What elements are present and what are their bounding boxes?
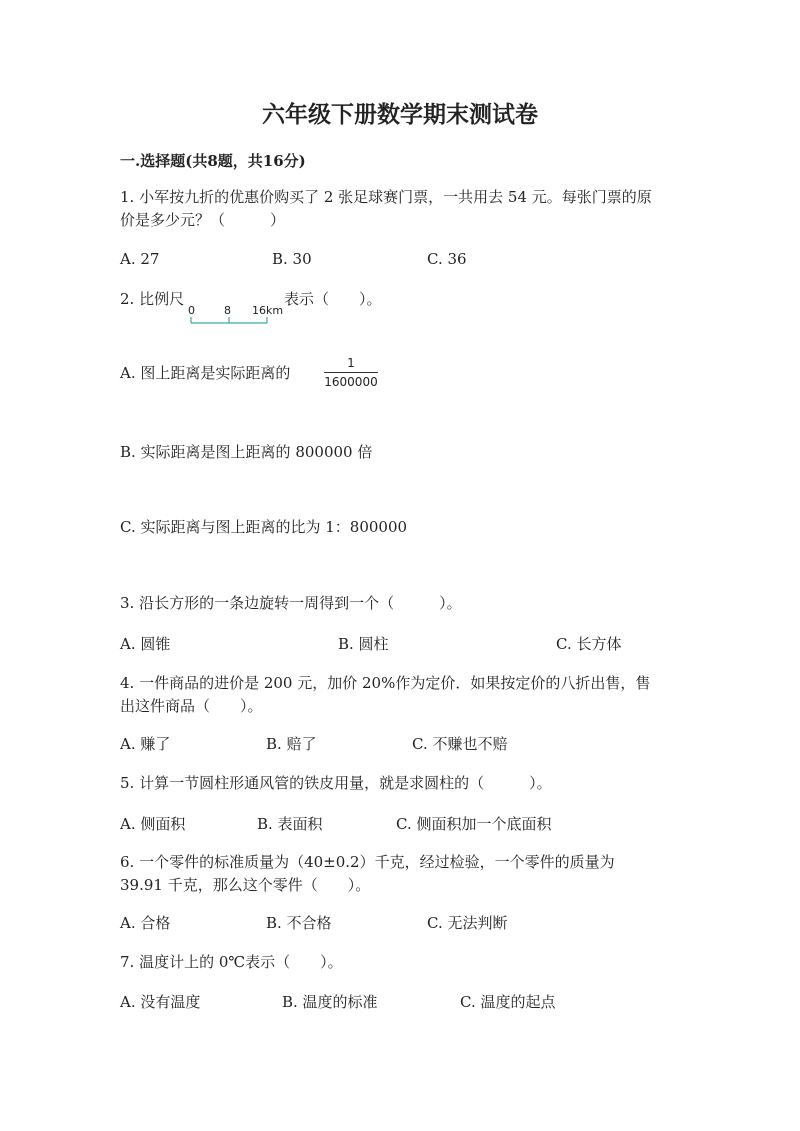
q5-option-c: C. 侧面积加一个底面积	[396, 815, 552, 833]
q5-option-a: A. 侧面积	[120, 815, 186, 833]
scale-bar-graphic	[186, 302, 286, 328]
q6-option-b: B. 不合格	[266, 914, 332, 932]
question-6-line-1: 6. 一个零件的标准质量为（40±0.2）千克，经过检验，一个零件的质量为	[120, 853, 615, 871]
question-4	[120, 672, 650, 718]
q3-option-c: C. 长方体	[556, 635, 622, 653]
fraction-numerator: 1	[347, 356, 355, 370]
fraction-bar	[324, 372, 378, 373]
q6-option-c: C. 无法判断	[427, 914, 508, 932]
question-2-stem-before: 2. 比例尺	[120, 290, 185, 308]
q2-option-a: A. 图上距离是实际距离的	[120, 364, 291, 382]
q4-option-c: C. 不赚也不赔	[412, 735, 508, 753]
q2-option-c: C. 实际距离与图上距离的比为 1：800000	[120, 518, 408, 536]
question-1-line-1: 1. 小军按九折的优惠价购买了 2 张足球赛门票，一共用去 54 元。每张门票的原	[120, 188, 652, 206]
q7-option-b: B. 温度的标准	[282, 993, 378, 1011]
q5-option-b: B. 表面积	[257, 815, 323, 833]
question-1-line-2: 价是多少元？（ ）	[120, 211, 286, 229]
q2-option-b: B. 实际距离是图上距离的 800000 倍	[120, 443, 373, 461]
q2-fraction	[324, 355, 378, 390]
q1-option-b: B. 30	[272, 250, 312, 268]
fraction-denominator: 1600000	[324, 375, 378, 389]
q7-option-c: C. 温度的起点	[460, 993, 556, 1011]
question-6-line-2: 39.91 千克，那么这个零件（ ）。	[120, 876, 371, 894]
question-3: 3. 沿长方形的一条边旋转一周得到一个（ ）。	[120, 594, 462, 612]
section-heading: 一.选择题(共8题，共16分)	[120, 152, 306, 170]
question-5: 5. 计算一节圆柱形通风管的铁皮用量，就是求圆柱的（ ）。	[120, 774, 552, 792]
q7-option-a: A. 没有温度	[120, 993, 201, 1011]
scale-bar	[186, 302, 286, 328]
q3-option-b: B. 圆柱	[338, 635, 389, 653]
q4-option-a: A. 赚了	[120, 735, 171, 753]
scale-label-0: 0	[188, 304, 195, 317]
question-7: 7. 温度计上的 0℃表示（ ）。	[120, 953, 343, 971]
question-2-stem-after: 表示（ ）。	[284, 290, 382, 308]
page-title: 六年级下册数学期末测试卷	[262, 101, 538, 128]
question-4-line-2: 出这件商品（ ）。	[120, 697, 263, 715]
question-4-line-1: 4. 一件商品的进价是 200 元，加价 20%作为定价．如果按定价的八折出售，售	[120, 674, 651, 692]
q1-option-a: A. 27	[120, 250, 160, 268]
question-1	[120, 186, 652, 232]
q1-option-c: C. 36	[427, 250, 467, 268]
q3-option-a: A. 圆锥	[120, 635, 171, 653]
scale-label-16km: 16km	[252, 304, 284, 317]
scale-label-8: 8	[224, 304, 231, 317]
question-6	[120, 851, 615, 897]
q4-option-b: B. 赔了	[266, 735, 317, 753]
q6-option-a: A. 合格	[120, 914, 171, 932]
